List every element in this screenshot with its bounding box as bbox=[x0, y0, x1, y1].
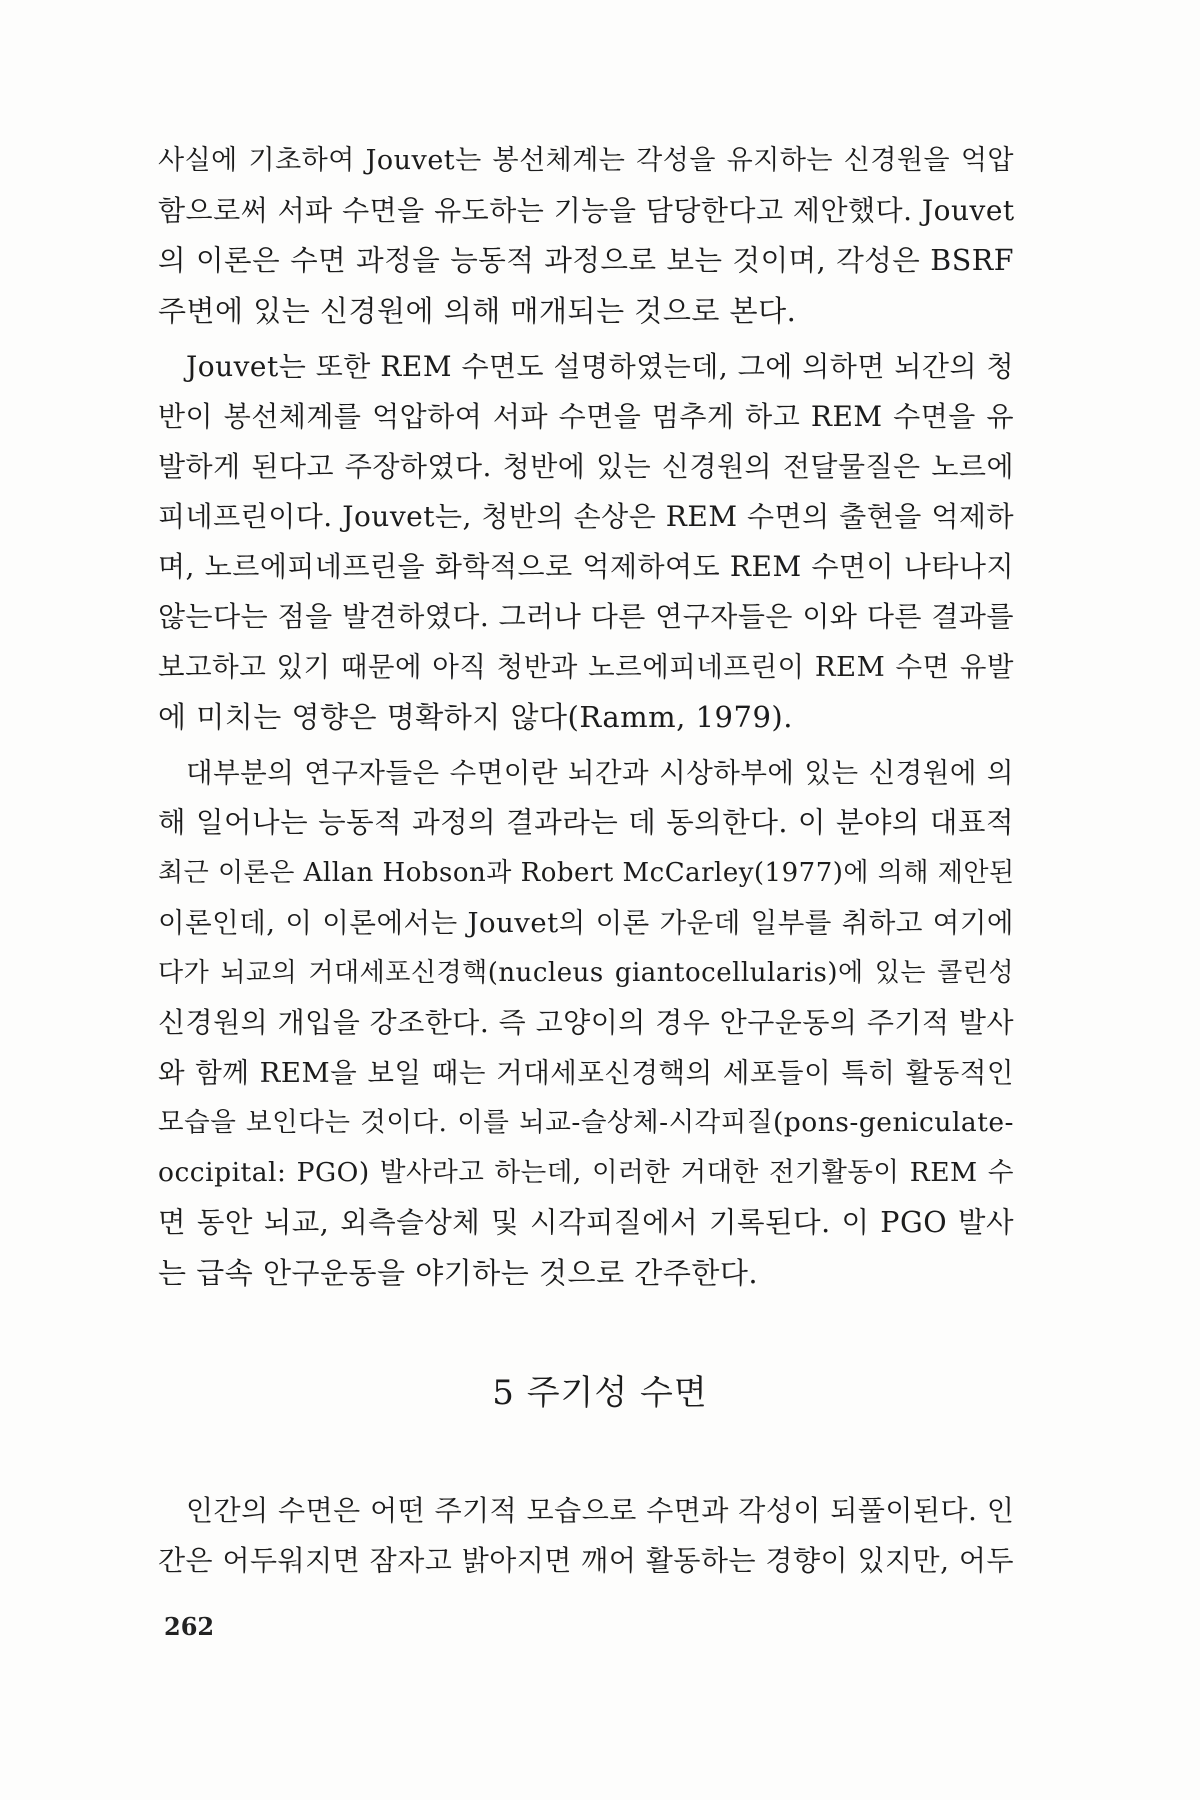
text-line: 모습을 보인다는 것이다. 이를 뇌교-슬상체-시각피질(pons-geniculate- bbox=[158, 1107, 1014, 1138]
text-line: 인간의 수면은 어떤 주기적 모습으로 수면과 각성이 되풀이된다. 인 bbox=[186, 1494, 1015, 1527]
paragraph bbox=[158, 342, 1014, 742]
page-number: 262 bbox=[164, 1612, 215, 1641]
section-body-text bbox=[158, 1486, 1014, 1586]
body-text bbox=[158, 136, 1014, 1298]
text-line: occipital: PGO) 발사라고 하는데, 이러한 거대한 전기활동이 REM 수 bbox=[158, 1157, 1014, 1188]
text-line: 보고하고 있기 때문에 아직 청반과 노르에피네프린이 REM 수면 유발 bbox=[158, 651, 1014, 683]
text-line: 주변에 있는 신경원에 의해 매개되는 것으로 본다. bbox=[158, 294, 797, 328]
text-line: Jouvet는 또한 REM 수면도 설명하였는데, 그에 의하면 뇌간의 청 bbox=[186, 350, 1014, 383]
text-line: 발하게 된다고 주장하였다. 청반에 있는 신경원의 전달물질은 노르에 bbox=[158, 450, 1014, 483]
paragraph bbox=[158, 748, 1014, 1298]
text-line: 며, 노르에피네프린을 화학적으로 억제하여도 REM 수면이 나타나지 bbox=[158, 550, 1014, 583]
text-line: 해 일어나는 능동적 과정의 결과라는 데 동의한다. 이 분야의 대표적 bbox=[158, 806, 1014, 839]
text-line: 사실에 기초하여 Jouvet는 봉선체계는 각성을 유지하는 신경원을 억압 bbox=[158, 145, 1014, 176]
text-line: 다가 뇌교의 거대세포신경핵(nucleus giantocellularis)에 있는 콜린성 bbox=[158, 958, 1014, 988]
text-line: 신경원의 개입을 강조한다. 즉 고양이의 경우 안구운동의 주기적 발사 bbox=[158, 1006, 1014, 1039]
text-line: 에 미치는 영향은 명확하지 않다(Ramm, 1979). bbox=[158, 700, 793, 734]
text-line: 와 함께 REM을 보일 때는 거대세포신경핵의 세포들이 특히 활동적인 bbox=[158, 1057, 1014, 1089]
text-line: 의 이론은 수면 과정을 능동적 과정으로 보는 것이며, 각성은 BSRF bbox=[158, 244, 1014, 277]
text-line: 않는다는 점을 발견하였다. 그러나 다른 연구자들은 이와 다른 결과를 bbox=[158, 600, 1014, 633]
text-line: 간은 어두워지면 잠자고 밝아지면 깨어 활동하는 경향이 있지만, 어두 bbox=[158, 1544, 1014, 1577]
text-line: 는 급속 안구운동을 야기하는 것으로 간주한다. bbox=[158, 1256, 759, 1290]
text-line: 대부분의 연구자들은 수면이란 뇌간과 시상하부에 있는 신경원에 의 bbox=[186, 757, 1014, 789]
paragraph bbox=[158, 136, 1014, 336]
text-line: 함으로써 서파 수면을 유도하는 기능을 담당한다고 제안했다. Jouvet bbox=[158, 194, 1015, 227]
text-line: 최근 이론은 Allan Hobson과 Robert McCarley(1977)에 의해 제안된 bbox=[158, 858, 1015, 888]
section-heading: 5 주기성 수면 bbox=[492, 1373, 708, 1413]
text-line: 반이 봉선체계를 억압하여 서파 수면을 멈추게 하고 REM 수면을 유 bbox=[158, 400, 1014, 433]
text-line: 면 동안 뇌교, 외측슬상체 및 시각피질에서 기록된다. 이 PGO 발사 bbox=[158, 1206, 1014, 1239]
text-line: 이론인데, 이 이론에서는 Jouvet의 이론 가운데 일부를 취하고 여기에 bbox=[158, 907, 1014, 939]
text-line: 피네프린이다. Jouvet는, 청반의 손상은 REM 수면의 출현을 억제하 bbox=[158, 500, 1014, 533]
